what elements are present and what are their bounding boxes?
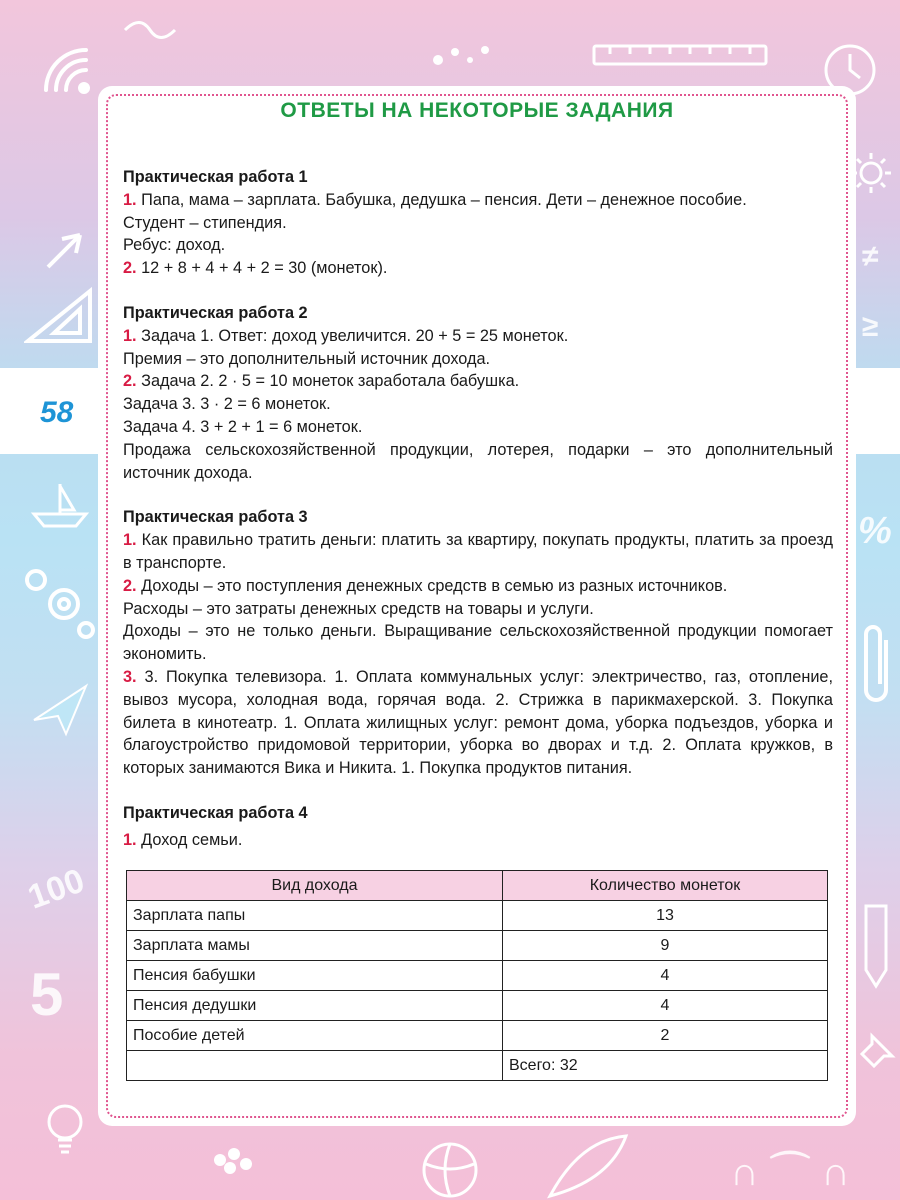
section-title: Практическая работа 3 — [123, 508, 308, 527]
answer-text: Задача 3. 3 · 2 = 6 монеток. — [123, 395, 331, 414]
answer-text: Студент – стипендия. — [123, 213, 287, 232]
paper-boat-icon — [30, 480, 90, 530]
ruler-icon — [590, 40, 770, 70]
answer-line — [123, 370, 833, 393]
not-equal-icon: ≠ — [862, 240, 879, 273]
answer-text: Ребус: доход. — [123, 236, 226, 255]
table-row — [127, 991, 828, 1021]
answer-line — [123, 416, 833, 439]
answer-text: Папа, мама – зарплата. Бабушка, дедушка – пенсия. Дети – денежное пособие. — [136, 190, 747, 209]
answer-text: Доход семьи. — [136, 830, 243, 849]
answer-number: 2. — [123, 576, 137, 595]
answer-number: 2. — [123, 259, 137, 278]
table-row — [127, 931, 828, 961]
coin-count-cell: 9 — [503, 931, 828, 961]
answers-card — [98, 86, 856, 1126]
gear-icon — [16, 560, 96, 640]
sparkle-icon — [120, 10, 180, 50]
leaf-icon — [540, 1130, 630, 1200]
arcs-icon: ∩ ⌒ ∩ — [730, 1150, 850, 1194]
section-title: Практическая работа 4 — [123, 803, 308, 822]
cursor-arrow-icon — [40, 225, 90, 275]
column-header-income-type: Вид дохода — [127, 871, 503, 901]
answer-line — [123, 257, 833, 280]
income-table — [126, 870, 828, 1081]
section-title: Практическая работа 2 — [123, 303, 308, 322]
answer-text: Задача 2. 2 · 5 = 10 монеток заработала бабушка. — [136, 372, 520, 391]
answer-number: 1. — [123, 531, 137, 550]
answer-text: Продажа сельскохозяйственной продукции, лотерея, подарки – это дополнительный источник дохода. — [123, 440, 833, 482]
answer-line — [123, 348, 833, 371]
section-title: Практическая работа 1 — [123, 168, 308, 186]
answer-text: Как правильно тратить деньги: платить за квартиру, покупать продукты, платить за проезд в транспорте. — [123, 531, 833, 572]
empty-cell — [127, 1051, 503, 1081]
paper-plane-icon — [30, 680, 90, 740]
table-row — [127, 901, 828, 931]
section-work-2 — [123, 302, 833, 484]
column-header-coin-count: Количество монеток — [503, 871, 828, 901]
pushpin-icon — [858, 1030, 898, 1070]
table-total-row — [127, 1051, 828, 1081]
answer-line — [123, 393, 833, 416]
page-title: ОТВЕТЫ НА НЕКОТОРЫЕ ЗАДАНИЯ — [280, 99, 674, 122]
answer-line — [123, 189, 833, 212]
berries-icon — [200, 1140, 290, 1190]
answer-number: 1. — [123, 830, 137, 849]
answer-line — [123, 529, 833, 575]
percent-icon: % — [858, 510, 892, 552]
coin-count-cell: 4 — [503, 961, 828, 991]
answer-text: Доходы – это поступления денежных средств в семью из разных источников. — [136, 576, 728, 595]
table-header-row — [127, 871, 828, 901]
answer-number: 2. — [123, 372, 137, 391]
coin-count-cell: 2 — [503, 1021, 828, 1051]
page-number: 58 — [40, 396, 74, 429]
answer-text: Задача 4. 3 + 2 + 1 = 6 монеток. — [123, 417, 363, 436]
answer-text: Премия – это дополнительный источник дохода. — [123, 349, 491, 368]
coin-count-cell: 13 — [503, 901, 828, 931]
five-icon: 5 — [30, 961, 64, 1028]
income-type-cell: Пособие детей — [127, 1021, 503, 1051]
answer-line — [123, 575, 833, 598]
total-cell: Всего: 32 — [503, 1051, 828, 1081]
answer-number: 1. — [123, 326, 137, 345]
answer-line — [123, 212, 833, 235]
pencil-icon — [858, 900, 898, 990]
answer-line — [123, 439, 833, 485]
answer-line — [123, 620, 833, 666]
answer-line — [123, 325, 833, 348]
answer-text: Расходы – это затраты денежных средств на товары и услуги. — [123, 599, 594, 618]
answer-line — [123, 234, 833, 257]
table-row — [127, 1021, 828, 1051]
coin-count-cell: 4 — [503, 991, 828, 1021]
section-work-3 — [123, 506, 833, 780]
answer-text: Доходы – это не только деньги. Выращивание сельскохозяйственной продукции помогает экономить. — [123, 622, 833, 664]
answer-line — [123, 666, 833, 780]
section-work-4 — [123, 802, 833, 852]
answer-line — [123, 829, 833, 852]
hundred-icon: 100 — [23, 861, 90, 917]
greater-equal-icon: ≥ — [862, 310, 879, 343]
answer-text: 12 + 8 + 4 + 4 + 2 = 30 (монеток). — [136, 259, 388, 278]
income-type-cell: Пенсия бабушки — [127, 961, 503, 991]
answer-text: 3. Покупка телевизора. 1. Оплата коммунальных услуг: электричество, газ, отопление, вывоз мусора, холодная вода, горячая вода. 2. Стрижка в парикмахерской. 3. Покупка билета в кинотеатр. 1. Оплата жилищных услуг: ремонт дома, уборка подъездов, уборка и благоустройство придомовой территории, уборка во дворах и т.д. 2. Оплата кружков, в которых занимаются Вика и Никита. 1. Покупка продуктов питания. — [123, 667, 833, 778]
income-type-cell: Пенсия дедушки — [127, 991, 503, 1021]
table-row — [127, 961, 828, 991]
answers-content — [123, 166, 833, 874]
paperclip-icon — [860, 620, 896, 710]
wifi-icon — [36, 40, 96, 100]
ball-icon — [420, 1140, 480, 1200]
income-type-cell: Зарплата мамы — [127, 931, 503, 961]
income-type-cell: Зарплата папы — [127, 901, 503, 931]
answer-number: 1. — [123, 190, 137, 209]
section-work-1 — [123, 166, 833, 280]
dots-icon — [430, 40, 500, 70]
answer-line — [123, 598, 833, 621]
answer-text: Задача 1. Ответ: доход увеличится. 20 + 5 = 25 монеток. — [136, 326, 569, 345]
answer-number: 3. — [123, 667, 137, 686]
lightbulb-icon — [40, 1100, 90, 1160]
triangle-ruler-icon — [24, 285, 94, 345]
